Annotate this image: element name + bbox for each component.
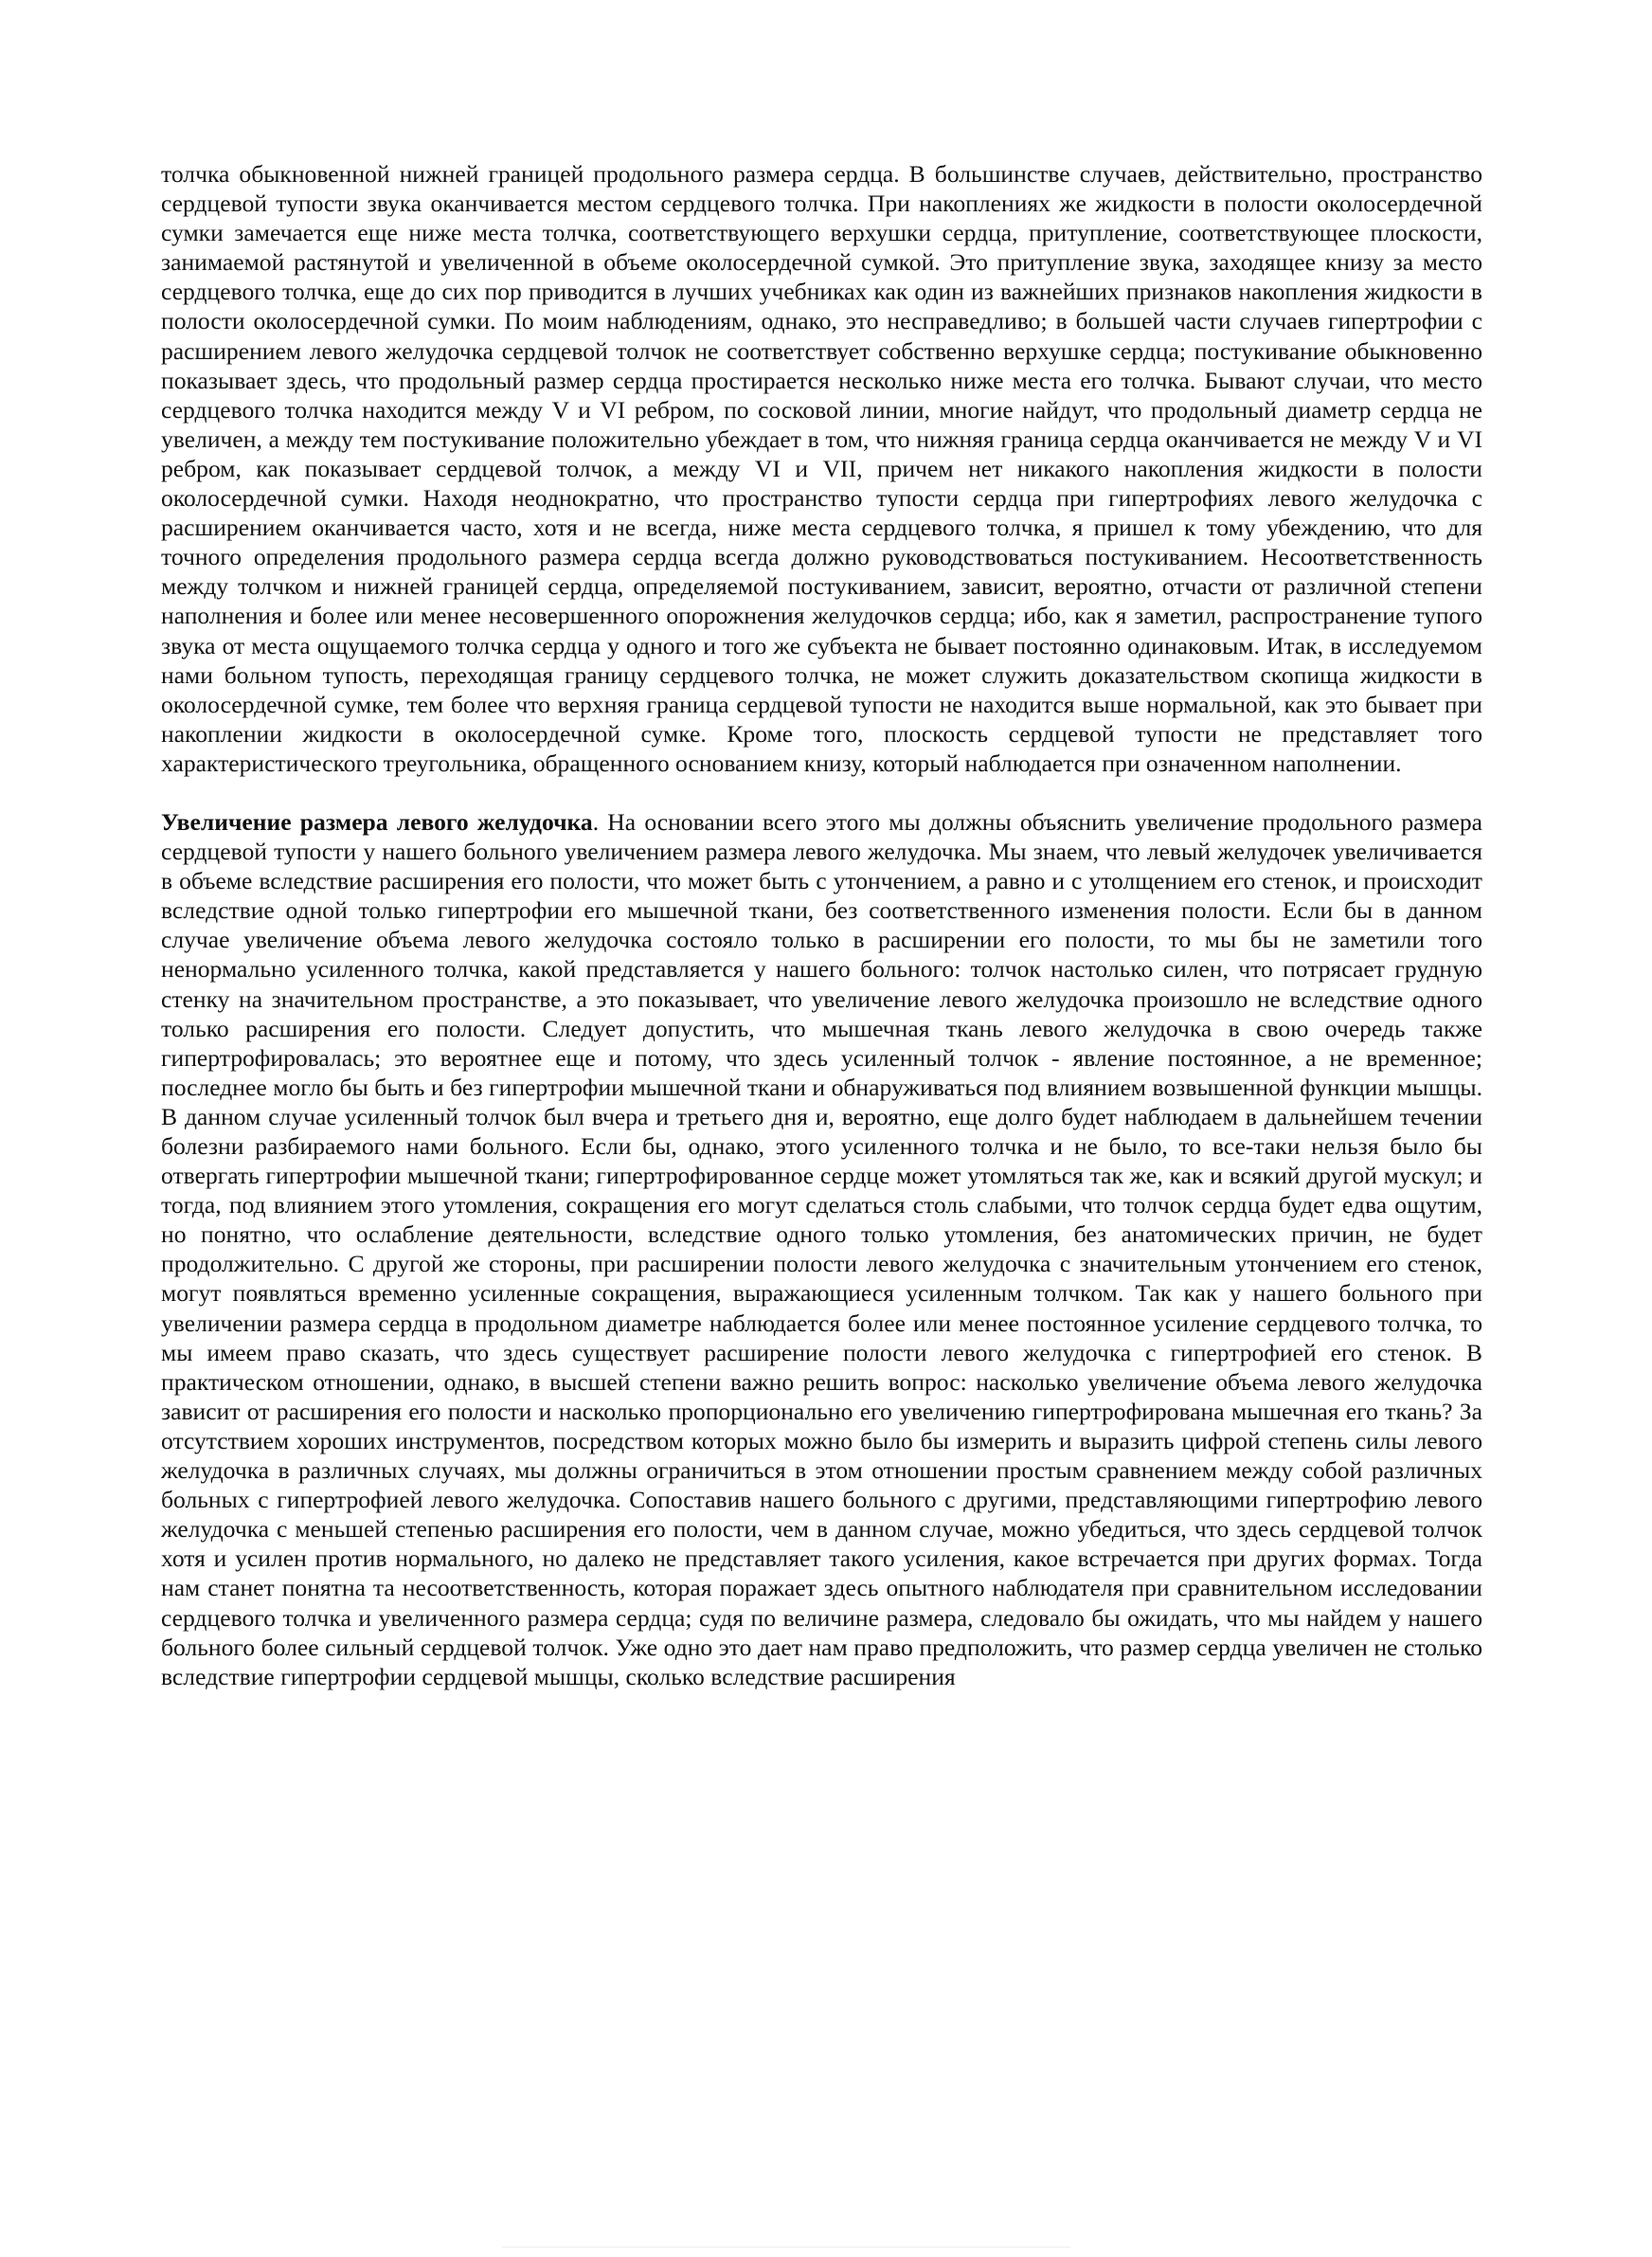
section-heading: Увеличение размера левого желудочка: [161, 807, 593, 836]
paragraph-1-text: толчка обыкновенной нижней границей продольного размера сердца. В большинстве случаев, действительно, пространство сердцевой тупости звука оканчивается местом сердцевого толчка. При накоплениях же жидкости в полости околосердечной сумки замечается еще ниже места толчка, соответствующего верхушки сердца, притупление, соответствующее плоскости, занимаемой растянутой и увеличенной в объеме околосердечной сумкой. Это притупление звука, заходящее книзу за место сердцевого толчка, еще до сих пор приводится в лучших учебниках как один из важнейших признаков накопления жидкости в полости околосердечной сумки. По моим наблюдениям, однако, это несправедливо; в большей части случаев гипертрофии с расширением левого желудочка сердцевой толчок не соответствует собственно верхушке сердца; постукивание обыкновенно показывает здесь, что продольный размер сердца простирается несколько ниже места его толчка. Бывают случаи, что место сердцевого толчка находится между V и VI ребром, по сосковой линии, многие найдут, что продольный диаметр сердца не увеличен, а между тем постукивание положительно убеждает в том, что нижняя граница сердца оканчивается не между V и VI ребром, как показывает сердцевой толчок, а между VI и VII, причем нет никакого накопления жидкости в полости околосердечной сумки. Находя неоднократно, что пространство тупости сердца при гипертрофиях левого желудочка с расширением оканчивается часто, хотя и не всегда, ниже места сердцевого толчка, я пришел к тому убеждению, что для точного определения продольного размера сердца всегда должно руководствоваться постукиванием. Несоответственность между толчком и нижней границей сердца, определяемой постукиванием, зависит, вероятно, отчасти от различной степени наполнения и более или менее несовершенного опорожнения желудочков сердца; ибо, как я заметил, распространение тупого звука от места ощущаемого толчка сердца у одного и того же субъекта не бывает постоянно одинаковым. Итак, в исследуемом нами больном тупость, переходящая границу сердцевого толчка, не может служить доказательством скопища жидкости в околосердечной сумке, тем более что верхняя граница сердцевой тупости не находится выше нормальной, как это бывает при накоплении жидкости в околосердечной сумке. Кроме того, плоскость сердцевой тупости не представляет того характеристического треугольника, обращенного основанием книзу, который наблюдается при означенном наполнении.: [161, 160, 1482, 777]
paragraph-2-text: . На основании всего этого мы должны объяснить увеличение продольного размера сердцевой тупости у нашего больного увеличением размера левого желудочка. Мы знаем, что левый желудочек увеличивается в объеме вследствие расширения его полости, что может быть с утончением, а равно и с утолщением его стенок, и происходит вследствие одной только гипертрофии его мышечной ткани, без соответственного изменения полости. Если бы в данном случае увеличение объема левого желудочка состояло только в расширении его полости, то мы бы не заметили того ненормально усиленного толчка, какой представляется у нашего больного: толчок настолько силен, что потрясает грудную стенку на значительном пространстве, а это показывает, что увеличение левого желудочка произошло не вследствие одного только расширения его полости. Следует допустить, что мышечная ткань левого желудочка в свою очередь также гипертрофировалась; это вероятнее еще и потому, что здесь усиленный толчок - явление постоянное, а не временное; последнее могло бы быть и без гипертрофии мышечной ткани и обнаруживаться под влиянием возвышенной функции мышцы. В данном случае усиленный толчок был вчера и третьего дня и, вероятно, еще долго будет наблюдаем в дальнейшем течении болезни разбираемого нами больного. Если бы, однако, этого усиленного толчка и не было, то все-таки нельзя было бы отвергать гипертрофии мышечной ткани; гипертрофированное сердце может утомляться так же, как и всякий другой мускул; и тогда, под влиянием этого утомления, сокращения его могут сделаться столь слабыми, что толчок сердца будет едва ощутим, но понятно, что ослабление деятельности, вследствие одного только утомления, без анатомических причин, не будет продолжительно. С другой же стороны, при расширении полости левого желудочка с значительным утончением его стенок, могут появляться временно усиленные сокращения, выражающиеся усиленным толчком. Так как у нашего больного при увеличении размера сердца в продольном диаметре наблюдается более или менее постоянное усиление сердцевого толчка, то мы имеем право сказать, что здесь существует расширение полости левого желудочка с гипертрофией его стенок. В практическом отношении, однако, в высшей степени важно решить вопрос: насколько увеличение объема левого желудочка зависит от расширения его полости и насколько пропорционально его увеличению гипертрофирована мышечная его ткань? За отсутствием хороших инструментов, посредством которых можно было бы измерить и выразить цифрой степень силы левого желудочка в различных случаях, мы должны ограничиться в этом отношении простым сравнением между собой различных больных с гипертрофией левого желудочка. Сопоставив нашего больного с другими, представляющими гипертрофию левого желудочка с меньшей степенью расширения его полости, чем в данном случае, можно убедиться, что здесь сердцевой толчок хотя и усилен против нормального, но далеко не представляет такого усиления, какое встречается при других формах. Тогда нам станет понятна та несоответственность, которая поражает здесь опытного наблюдателя при сравнительном исследовании сердцевого толчка и увеличенного размера сердца; судя по величине размера, следовало бы ожидать, что мы найдем у нашего больного более сильный сердцевой толчок. Уже одно это дает нам право предположить, что размер сердца увеличен не столько вследствие гипертрофии сердцевой мышцы, сколько вследствие расширения: [161, 807, 1483, 1690]
document-page: [161, 159, 1482, 1691]
page-bottom-rule: [502, 2247, 1070, 2248]
paragraph-left-ventricle: [161, 807, 1482, 1691]
paragraph-percussion: [161, 159, 1482, 778]
